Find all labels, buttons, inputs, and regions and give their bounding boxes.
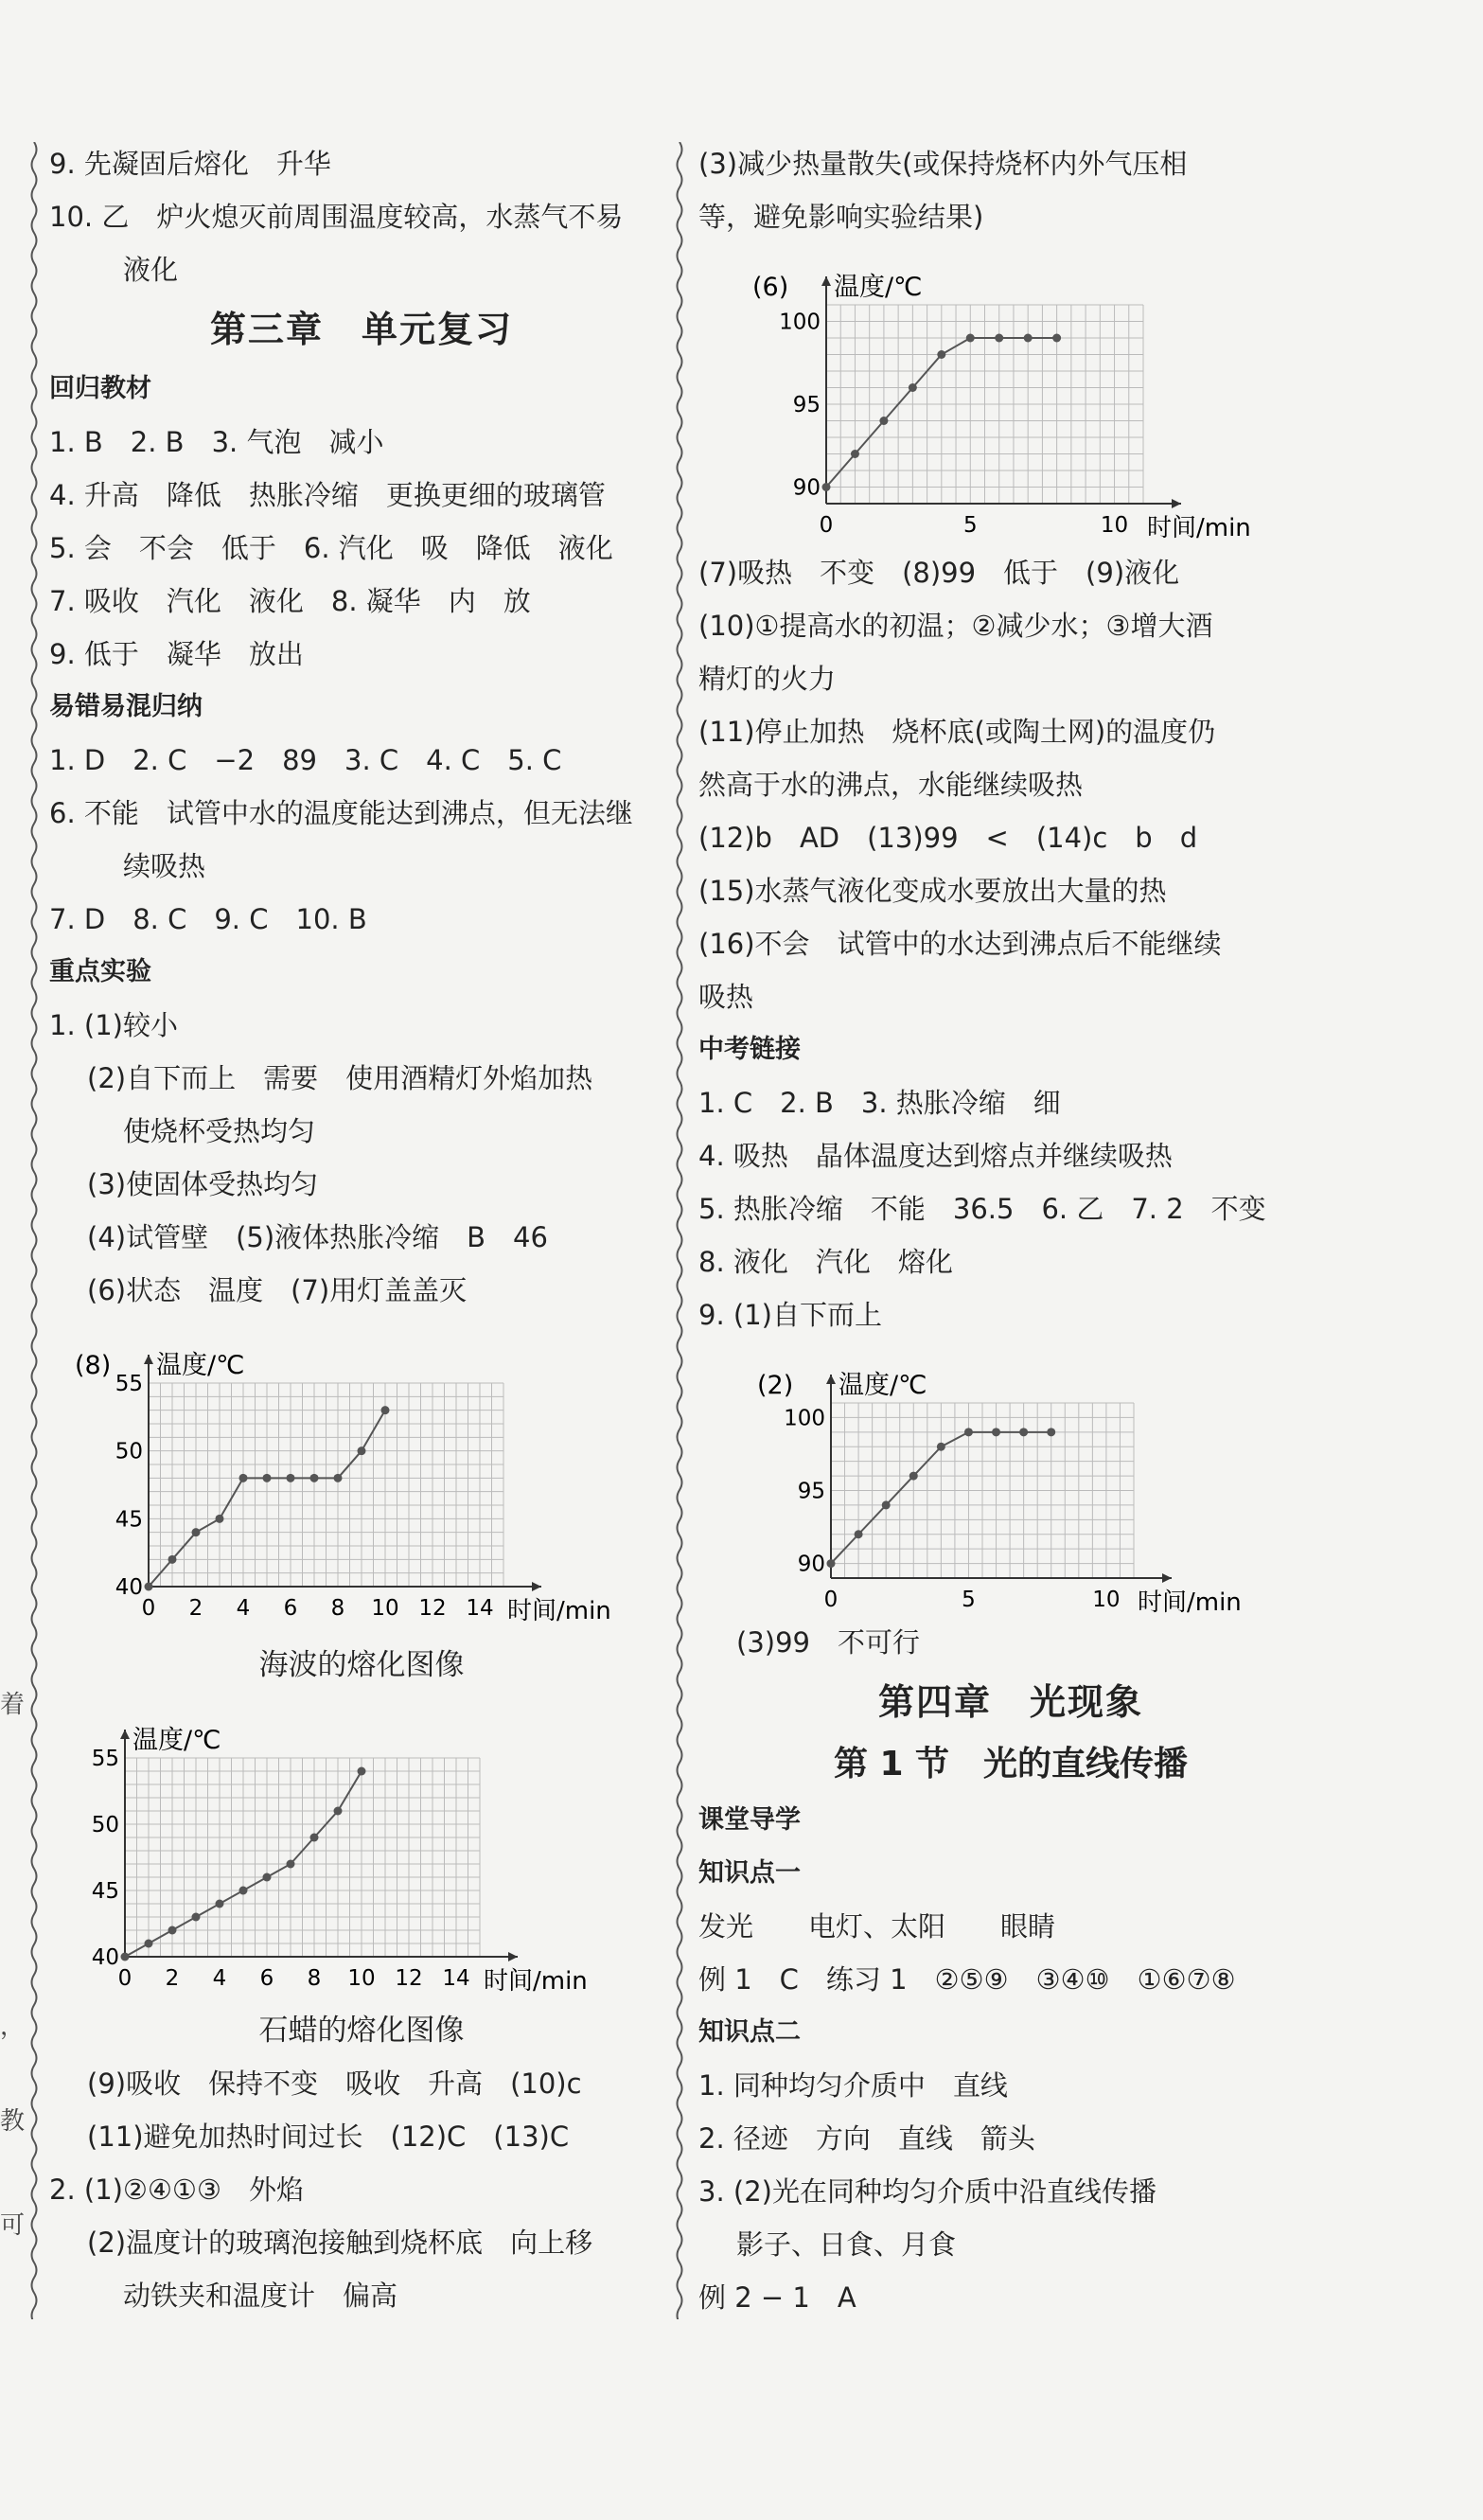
data-point [216,1515,224,1523]
y-axis-label: 温度/℃ [839,1371,927,1400]
x-axis-label: 时间/min [507,1597,611,1625]
data-point [992,1428,1000,1436]
answer-line: 9. 先凝固后熔化 升华 [49,148,331,180]
answer-line: (4)试管壁 (5)液体热胀冷缩 B 46 [87,1221,548,1253]
margin-char: 教 [0,2107,26,2136]
x-tick-label: 10 [371,1596,399,1621]
answer-line: 10. 乙 炉火熄灭前周围温度较高，水蒸气不易 [49,201,624,233]
y-tick-label: 45 [91,1879,119,1904]
chart-caption: 石蜡的熔化图像 [258,2014,465,2048]
data-point [334,1807,343,1816]
x-tick-label: 10 [1092,1588,1121,1612]
answer-line: 5. 会 不会 低于 6. 汽化 吸 降低 液化 [49,532,613,564]
answer-line: 4. 吸热 晶体温度达到熔点并继续吸热 [698,1140,1173,1172]
x-axis-arrow [1172,499,1181,508]
answer-line: 2. 径迹 方向 直线 箭头 [698,2122,1035,2155]
data-point [851,450,859,458]
data-point [287,1474,295,1482]
subheading: 课堂导学 [698,1805,801,1835]
answer-line: 等，避免影响实验结果) [698,201,984,233]
data-point [909,383,917,392]
answer-line: (10)①提高水的初温；②减少水；③增大酒 [698,610,1213,642]
answer-line: 然高于水的沸点，水能继续吸热 [698,769,1084,801]
margin-char: 可 [0,2211,26,2240]
answer-line: 9. 低于 凝华 放出 [49,638,304,670]
data-point [239,1474,248,1482]
answer-line: (6)状态 温度 (7)用灯盖盖灭 [87,1274,468,1306]
subheading: 易错易混归纳 [49,692,203,721]
data-point [1047,1428,1055,1436]
y-tick-label: 90 [792,475,821,501]
answer-line: 发光 电灯、太阳 眼睛 [698,1910,1056,1943]
left-column [49,137,674,2322]
answer-line: (15)水蒸气液化变成水要放出大量的热 [698,875,1167,907]
answer-line: 动铁夹和温度计 偏高 [123,2280,398,2312]
answer-line: (11)停止加热 烧杯底(或陶土网)的温度仍 [698,716,1216,748]
data-point [216,1900,224,1908]
chart-shila [49,1692,674,2057]
x-tick-label: 0 [819,513,834,538]
answer-line: 使烧杯受热均匀 [123,1115,316,1147]
x-tick-label: 2 [188,1596,203,1621]
answer-line: (9)吸收 保持不变 吸收 升高 (10)c [87,2067,582,2100]
data-point [1052,334,1061,343]
right-answers-continued [698,546,1323,1341]
data-point [964,1428,973,1436]
answer-line: 精灯的火力 [698,663,837,695]
y-tick-label: 50 [91,1813,119,1837]
x-tick-label: 0 [141,1596,156,1621]
answer-line: 例 1 C 练习 1 ②⑤⑨ ③④⑩ ①⑥⑦⑧ [698,1963,1236,1996]
data-point [937,1443,945,1451]
x-tick-label: 0 [823,1588,839,1612]
answer-line: 7. D 8. C 9. C 10. B [49,903,367,935]
data-point [310,1834,319,1842]
y-tick-label: 95 [797,1479,825,1504]
y-axis-arrow [120,1730,130,1739]
data-point [263,1873,272,1882]
y-tick-label: 45 [115,1507,143,1533]
answer-line: 7. 吸收 汽化 液化 8. 凝华 内 放 [49,585,531,617]
answer-line: (3)使固体受热均匀 [87,1168,319,1200]
x-axis-label: 时间/min [1147,514,1251,542]
data-point [1019,1428,1028,1436]
data-point [381,1406,390,1414]
chart-prefix: (8) [75,1351,112,1380]
answer-line: 1. B 2. B 3. 气泡 减小 [49,426,384,458]
haibo-melting-chart [49,1317,617,1639]
x-tick-label: 12 [395,1966,423,1991]
answer-line: 1. (1)较小 [49,1009,178,1041]
subheading: 回归教材 [49,374,151,403]
answer-line: 3. (2)光在同种均匀介质中沿直线传播 [698,2175,1156,2208]
x-axis-arrow [1162,1573,1172,1583]
boiling-chart-2 [698,1341,1285,1616]
y-axis-label: 温度/℃ [834,273,923,302]
x-tick-label: 6 [259,1966,274,1991]
answer-line: 1. 同种均匀介质中 直线 [698,2069,1008,2102]
subheading: 重点实验 [49,957,151,986]
data-point [287,1860,295,1869]
answer-line: 2. (1)②④①③ 外焰 [49,2174,304,2206]
y-tick-label: 100 [779,310,821,335]
data-point [145,1583,153,1591]
data-point [192,1913,201,1922]
answer-line: (2)自下而上 需要 使用酒精灯外焰加热 [87,1062,593,1094]
answer-line: 1. D 2. C −2 89 3. C 4. C 5. C [49,744,562,776]
x-tick-label: 8 [330,1596,345,1621]
y-tick-label: 100 [784,1406,825,1431]
answer-line: 4. 升高 降低 热胀冷缩 更换更细的玻璃管 [49,479,606,511]
data-point [822,483,831,491]
answer-line: 5. 热胀冷缩 不能 36.5 6. 乙 7. 2 不变 [698,1193,1266,1225]
y-tick-label: 95 [792,393,821,417]
y-axis-label: 温度/℃ [132,1726,221,1755]
x-axis-label: 时间/min [1138,1588,1242,1616]
subheading: 知识点二 [698,2017,801,2047]
answer-line: (11)避免加热时间过长 (12)C (13)C [87,2121,570,2153]
y-tick-label: 50 [115,1439,143,1464]
answer-line: 8. 液化 汽化 熔化 [698,1246,953,1278]
margin-char: ， [0,2013,26,2041]
data-point [879,417,888,425]
y-tick-label: 40 [115,1575,143,1600]
x-tick-label: 10 [1100,513,1129,538]
answer-line: 液化 [123,254,179,286]
x-tick-label: 14 [442,1966,470,1991]
shila-melting-chart [49,1692,617,2004]
data-point [937,350,945,359]
data-point [310,1474,319,1482]
x-tick-label: 8 [307,1966,322,1991]
subheading: 知识点一 [698,1858,801,1888]
x-tick-label: 12 [418,1596,447,1621]
answer-line: (3)减少热量散失(或保持烧杯内外气压相 [698,148,1188,180]
x-tick-label: 2 [165,1966,180,1991]
y-axis-arrow [826,1375,836,1384]
data-point [358,1767,366,1776]
data-point [966,334,975,343]
x-tick-label: 5 [962,513,978,538]
data-point [995,334,1003,343]
x-tick-label: 4 [212,1966,227,1991]
chapter-title: 第三章 单元复习 [209,309,513,350]
answer-line: (12)b AD (13)99 < (14)c b d [698,822,1198,854]
margin-char: 着 [0,1691,26,1719]
data-point [855,1530,863,1538]
left-wavy-border [28,142,40,2319]
x-tick-label: 0 [117,1966,132,1991]
data-point [1024,334,1033,343]
right-answers-chapter4 [698,1616,1323,2324]
data-point [334,1474,343,1482]
data-point [121,1953,130,1961]
right-answers [698,137,1323,243]
x-tick-label: 6 [283,1596,298,1621]
answer-line: (2)温度计的玻璃泡接触到烧杯底 向上移 [87,2227,593,2259]
data-point [882,1500,891,1509]
y-axis-arrow [144,1355,153,1364]
data-point [827,1559,836,1568]
data-point [145,1940,153,1948]
data-point [239,1887,248,1895]
data-point [168,1926,177,1935]
answer-line: (3)99 不可行 [736,1626,920,1659]
answer-line: 例 2 − 1 A [698,2281,856,2314]
chapter-title: 第四章 光现象 [877,1681,1143,1723]
answer-line: (7)吸热 不变 (8)99 低于 (9)液化 [698,557,1180,589]
right-column [698,137,1323,2324]
x-axis-arrow [532,1582,541,1591]
y-tick-label: 55 [91,1747,119,1771]
answer-line: 续吸热 [123,850,206,882]
section-title: 第 1 节 光的直线传播 [833,1745,1189,1784]
data-point [909,1472,918,1481]
y-axis-arrow [821,276,831,286]
x-axis-arrow [508,1952,518,1961]
y-tick-label: 55 [115,1372,143,1396]
x-tick-label: 14 [466,1596,494,1621]
left-answers-continued [49,2057,674,2322]
data-point [358,1446,366,1455]
x-tick-label: 5 [962,1588,976,1612]
y-axis-label: 温度/℃ [156,1351,245,1380]
x-tick-label: 4 [236,1596,251,1621]
y-tick-label: 90 [797,1552,825,1577]
y-tick-label: 40 [91,1945,119,1970]
left-answers [49,137,674,1317]
subheading: 中考链接 [698,1035,801,1064]
data-point [192,1528,201,1536]
data-point [168,1555,177,1564]
x-tick-label: 10 [347,1966,376,1991]
answer-line: 吸热 [698,981,754,1013]
boiling-chart-1 [698,243,1285,546]
chart-prefix: (6) [752,273,789,302]
chart-prefix: (2) [757,1371,794,1400]
answer-line: 9. (1)自下而上 [698,1299,882,1331]
data-point [263,1474,272,1482]
answer-line: 6. 不能 试管中水的温度能达到沸点，但无法继 [49,797,633,829]
answer-line: 1. C 2. B 3. 热胀冷缩 细 [698,1087,1061,1119]
answer-line: (16)不会 试管中的水达到沸点后不能继续 [698,928,1222,960]
chart-caption: 海波的熔化图像 [258,1648,465,1682]
answer-line: 影子、日食、月食 [736,2228,957,2261]
chart-haibo [49,1317,674,1692]
x-axis-label: 时间/min [484,1967,588,1996]
center-wavy-border [674,142,685,2319]
